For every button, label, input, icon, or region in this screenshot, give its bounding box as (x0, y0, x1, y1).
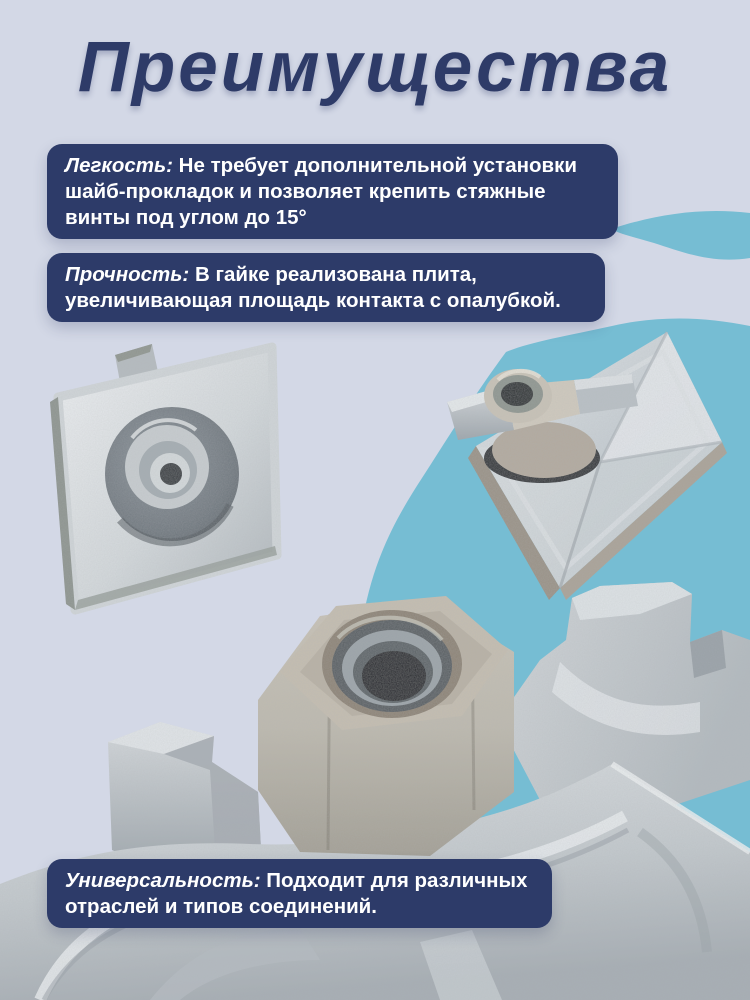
advantage-card-strength (47, 253, 605, 322)
advantage-text: В гайке реализована плита, увеличивающая площадь контакта с опалубкой. (65, 263, 561, 312)
advantage-text: Подходит для различных отраслей и типов соединений. (65, 869, 528, 918)
advantage-card-lightness (47, 144, 618, 239)
page-title: Преимущества (77, 28, 673, 107)
advantage-label: Прочность: (65, 263, 190, 286)
photo-nut-bottom-view (50, 344, 277, 610)
photo-wing-nut-macro (0, 582, 750, 1000)
advantage-card-versatility (47, 859, 552, 928)
advantage-label: Универсальность: (65, 869, 261, 892)
advantage-label: Легкость: (65, 154, 173, 177)
advantage-text: Не требует дополнительной установки шайб-прокладок и позволяет крепить стяжные винты под углом до 15° (65, 154, 577, 229)
